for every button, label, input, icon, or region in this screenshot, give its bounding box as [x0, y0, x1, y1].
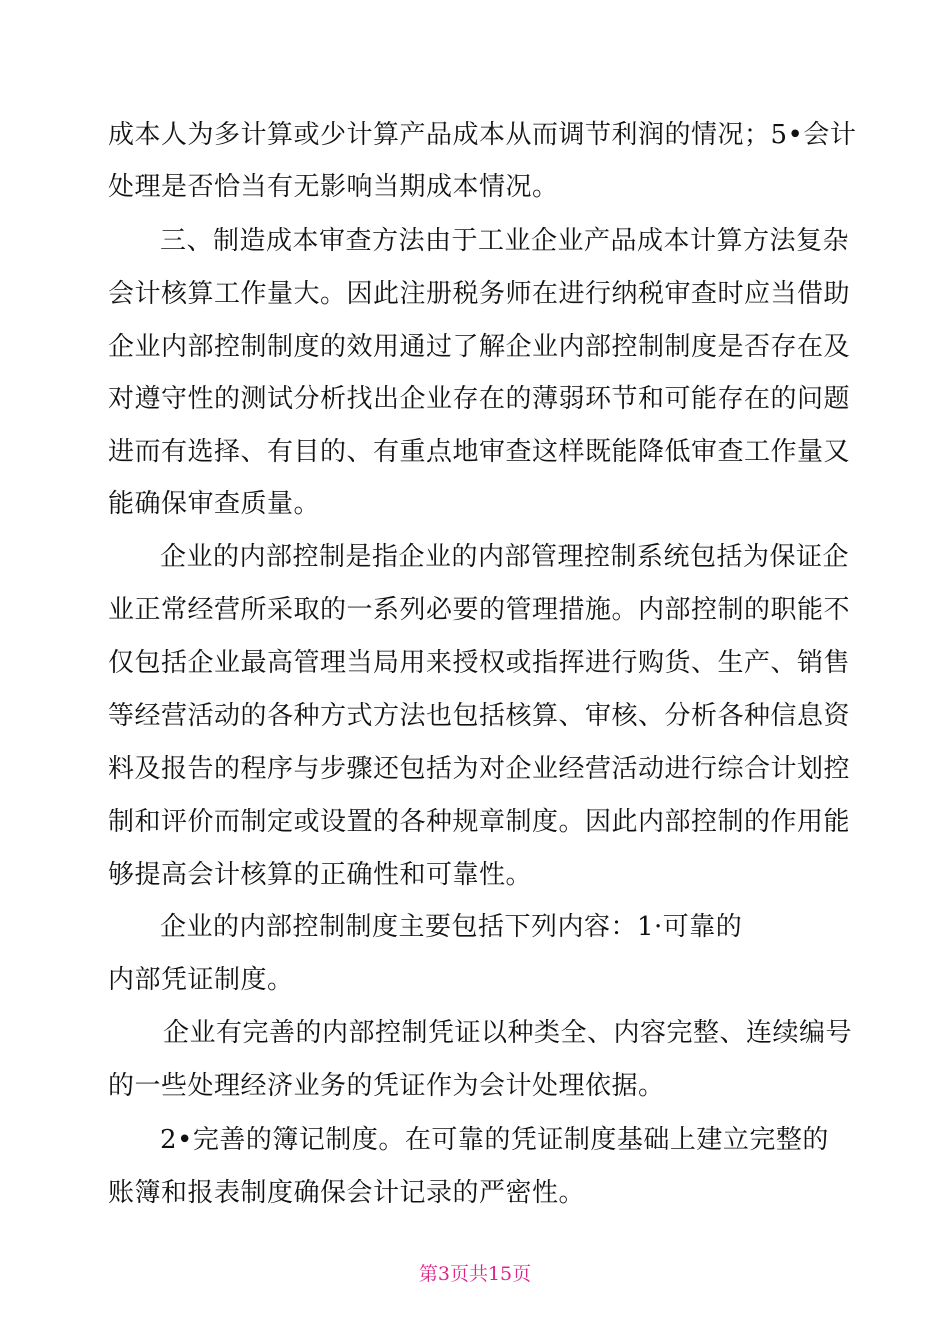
- page-number: 第3页共15页: [418, 1263, 532, 1285]
- text-line: 处理是否恰当有无影响当期成本情况。: [108, 172, 559, 202]
- text-line: 三、制造成本审查方法由于工业企业产品成本计算方法复杂: [160, 226, 850, 256]
- text-line: 业正常经营所采取的一系列必要的管理措施。内部控制的职能不: [108, 595, 851, 625]
- text-line: 内部凭证制度。: [108, 965, 294, 995]
- text-line: 企业的内部控制是指企业的内部管理控制系统包括为保证企: [160, 542, 850, 572]
- text-line: 企业有完善的内部控制凭证以种类全、内容完整、连续编号: [163, 1018, 853, 1048]
- text-line: 制和评价而制定或设置的各种规章制度。因此内部控制的作用能: [108, 807, 851, 837]
- text-line: 够提高会计核算的正确性和可靠性。: [108, 860, 533, 890]
- text-line: 成本人为多计算或少计算产品成本从而调节利润的情况；5•会计: [108, 120, 857, 150]
- text-line: 仅包括企业最高管理当局用来授权或指挥进行购货、生产、销售: [108, 648, 851, 678]
- text-line: 账簿和报表制度确保会计记录的严密性。: [108, 1178, 586, 1208]
- text-line: 企业内部控制制度的效用通过了解企业内部控制制度是否存在及: [108, 332, 851, 362]
- text-line: 料及报告的程序与步骤还包括为对企业经营活动进行综合计划控: [108, 754, 851, 784]
- text-line: 能确保审查质量。: [108, 489, 321, 519]
- text-line: 的一些处理经济业务的凭证作为会计处理依据。: [108, 1071, 665, 1101]
- text-line: 对遵守性的测试分析找出企业存在的薄弱环节和可能存在的问题: [108, 384, 851, 414]
- text-line: 会计核算工作量大。因此注册税务师在进行纳税审查时应当借助: [108, 279, 851, 309]
- text-line: 进而有选择、有目的、有重点地审查这样既能降低审查工作量又: [108, 437, 851, 467]
- text-line: 企业的内部控制制度主要包括下列内容：1·可靠的: [160, 912, 743, 942]
- text-line: 等经营活动的各种方式方法也包括核算、审核、分析各种信息资: [108, 701, 851, 731]
- text-line: 2•完善的簿记制度。在可靠的凭证制度基础上建立完整的: [160, 1125, 829, 1155]
